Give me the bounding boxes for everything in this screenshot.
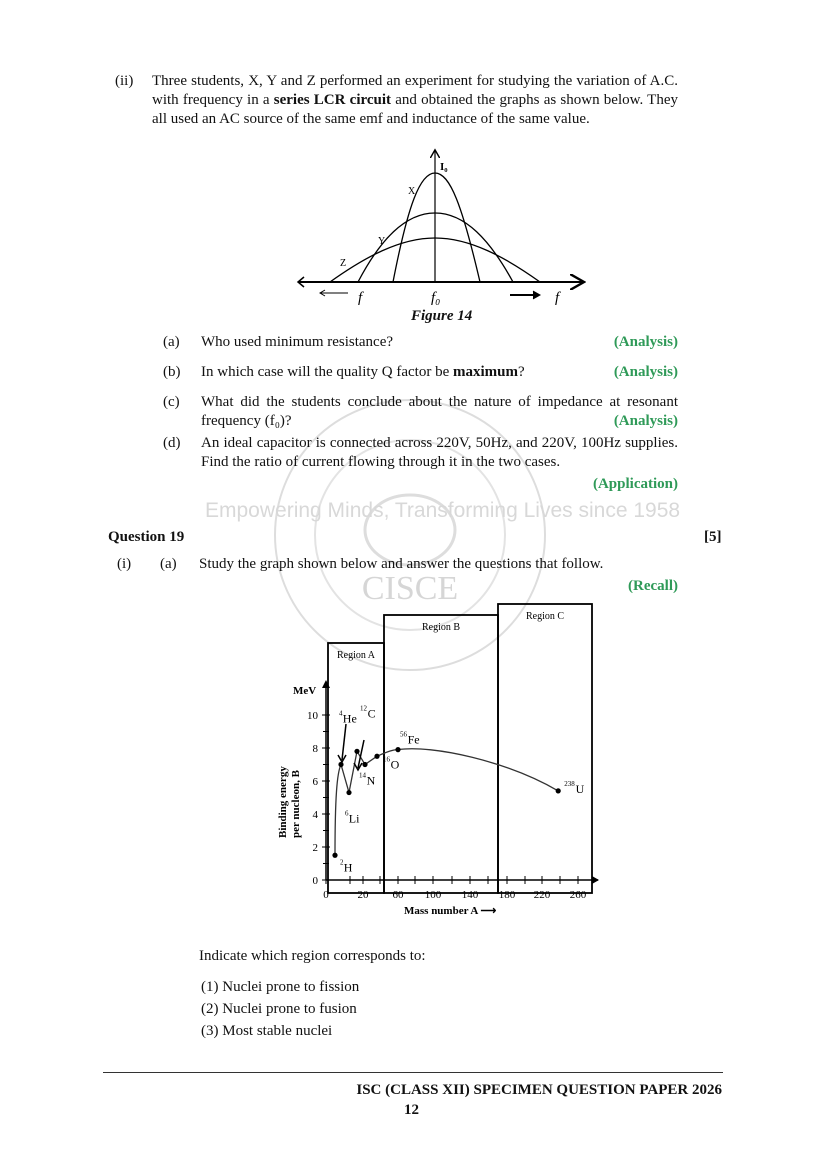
q-a-label: (a): [163, 334, 180, 350]
label-y: Y: [378, 236, 386, 247]
q-d-text: An ideal capacitor is connected across 220V, 50Hz, and 220V, 100Hz supplies. Find the ratio of current flowing through it in the two cases.: [201, 435, 678, 470]
arrow-he: [342, 724, 346, 760]
option-2: (2) Nuclei prone to fusion: [201, 1001, 357, 1017]
x-axis-label: Mass number A ⟶: [404, 905, 497, 917]
data-point-n: [362, 762, 367, 767]
element-label: Li: [348, 811, 360, 826]
element-label: Fe: [407, 732, 420, 747]
footer-divider: [103, 1072, 723, 1073]
y-tick-label: 4: [312, 809, 318, 821]
part-ii-intro: Three students, X, Y and Z performed an experiment for studying the variation of A.C. with frequency in a series LCR circuit and obtained the graphs as shown below. They all used an AC source of the same emf and inductance of the same value.: [152, 73, 678, 127]
region-label: Region B: [421, 622, 461, 633]
data-point-li: [346, 790, 351, 795]
region-label: Region A: [336, 650, 376, 661]
y-tick-label: 6: [312, 776, 318, 788]
q19-tag: (Recall): [628, 578, 678, 594]
label-f0: f₀: [431, 290, 441, 306]
mass-number-label: 12: [360, 704, 367, 713]
y-tick-label: 10: [307, 710, 318, 722]
q-a-text: Who used minimum resistance?: [201, 334, 394, 350]
y-axis-label-1: Binding energy: [277, 766, 289, 838]
region-label: Region C: [525, 611, 565, 622]
element-label: U: [575, 781, 585, 796]
binding-energy-curve: [335, 749, 558, 855]
x-tick-label: 60: [392, 889, 404, 901]
figure-caption: Figure 14: [411, 308, 473, 324]
page-number: 12: [404, 1102, 419, 1118]
q-c-text: What did the students conclude about the nature of impedance at resonant frequency (f₀)?: [201, 394, 678, 429]
q-a-tag: (Analysis): [613, 334, 678, 350]
q-d-label: (d): [163, 435, 181, 451]
q-b-label: (b): [163, 364, 181, 380]
q19-sub: (a): [160, 556, 177, 572]
region-prompt: Indicate which region corresponds to:: [199, 948, 426, 964]
mass-number-label: 14: [359, 771, 366, 780]
mass-number-label: 4: [339, 709, 343, 718]
y-axis-label-2: per nucleon, B: [290, 770, 302, 838]
option-1: (1) Nuclei prone to fission: [201, 979, 360, 995]
label-x: X: [408, 186, 416, 197]
data-point-u: [556, 788, 561, 793]
mass-number-label: 238: [564, 779, 575, 788]
q19-part: (i): [117, 556, 132, 572]
part-number: (ii): [115, 73, 134, 89]
q-c-tag: (Analysis): [613, 413, 678, 429]
option-3: (3) Most stable nuclei: [201, 1023, 333, 1039]
x-tick-label: 100: [424, 889, 442, 901]
x-tick-label: 220: [533, 889, 551, 901]
data-point-fe: [395, 747, 400, 752]
region-box-b: [384, 615, 498, 893]
data-point-c: [354, 749, 359, 754]
q-b-tag: (Analysis): [613, 364, 678, 380]
element-label: C: [367, 706, 376, 721]
watermark-tagline: Empowering Minds, Transforming Lives since 1958: [205, 499, 681, 522]
y-tick-label: 2: [312, 842, 318, 854]
data-point-he: [338, 762, 343, 767]
data-point-h: [332, 853, 337, 858]
x-tick-label: 260: [569, 889, 587, 901]
mass-number-label: 2: [340, 858, 344, 867]
element-label: H: [343, 860, 353, 875]
y-tick-label: 8: [312, 743, 318, 755]
region-box-c: [498, 604, 592, 893]
label-f-left: f: [358, 290, 363, 306]
element-label: He: [342, 711, 357, 726]
mass-number-label: 16: [383, 755, 390, 764]
x-tick-label: 0: [323, 889, 329, 901]
question-title: Question 19: [108, 529, 185, 545]
q-d-tag: (Application): [592, 476, 678, 492]
mass-number-label: 56: [400, 730, 407, 739]
data-point-o: [374, 754, 379, 759]
x-axis-arrow: [592, 876, 599, 884]
q-c-label: (c): [163, 394, 180, 410]
footer-title: ISC (CLASS XII) SPECIMEN QUESTION PAPER 2026: [356, 1082, 722, 1098]
element-label: N: [366, 773, 376, 788]
x-tick-label: 20: [357, 889, 369, 901]
x-tick-label: 180: [498, 889, 516, 901]
label-i0: I₀: [440, 161, 448, 173]
label-z: Z: [340, 258, 347, 269]
label-f-right: f: [555, 290, 560, 306]
y-unit: MeV: [293, 685, 317, 697]
watermark-name: CISCE: [361, 570, 459, 607]
q19-text: Study the graph shown below and answer the questions that follow.: [199, 556, 604, 572]
y-tick-label: 0: [312, 875, 318, 887]
q-b-text: In which case will the quality Q factor be maximum?: [201, 364, 525, 380]
question-marks: [5]: [704, 529, 722, 545]
element-label: O: [390, 757, 400, 772]
x-tick-label: 140: [461, 889, 479, 901]
mass-number-label: 6: [345, 809, 349, 818]
